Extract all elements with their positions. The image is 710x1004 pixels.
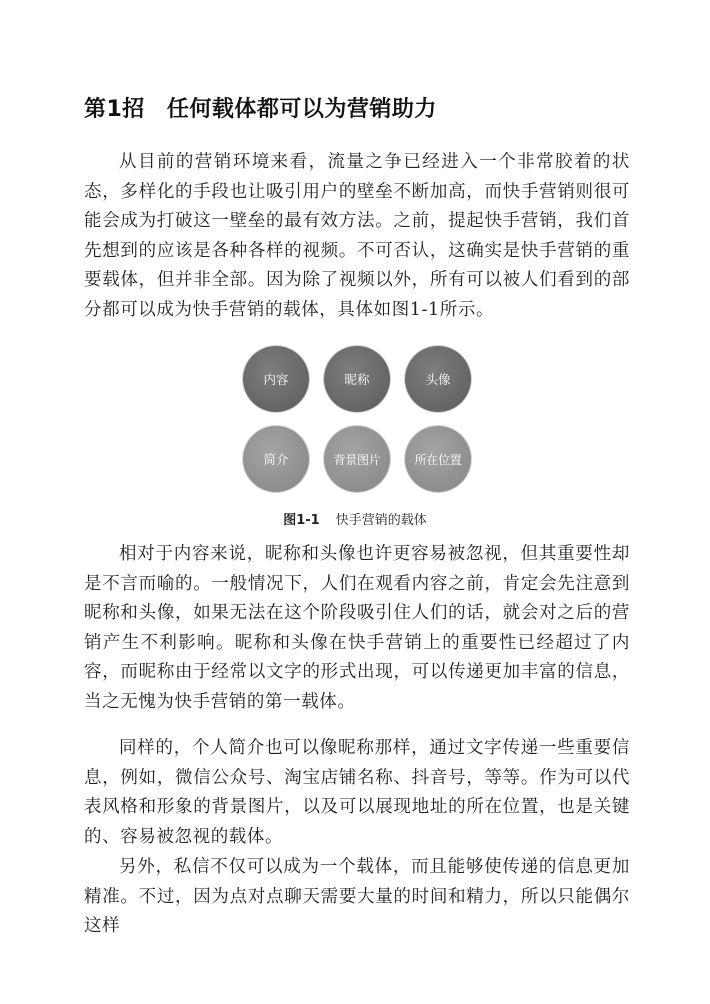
circle-nickname: 昵称 [324, 346, 390, 412]
circle-background-image: 背景图片 [324, 426, 390, 492]
body-paragraph: 同样的，个人简介也可以像昵称那样，通过文字传递一些重要信息，例如，微信公众号、淘宝店铺名称、抖音号，等等。作为可以代表风格和形象的背景图片，以及可以展现地址的所在位置，也是关键的、容易被忽视的载体。 [84, 738, 630, 847]
circle-location: 所在位置 [405, 426, 471, 492]
circle-content: 内容 [243, 346, 309, 412]
circle-avatar: 头像 [405, 346, 471, 412]
caption-number: 图1-1 [283, 513, 320, 528]
figure-caption [0, 509, 710, 528]
carriers-figure [243, 346, 471, 498]
section-heading [84, 92, 437, 123]
heading-number: 第1招 [84, 97, 145, 122]
caption-text: 快手营销的载体 [335, 513, 427, 528]
body-paragraph: 另外，私信不仅可以成为一个载体，而且能够使传递的信息更加精准。不过，因为点对点聊天需要大量的时间和精力，所以只能偶尔这样 [84, 857, 630, 936]
body-paragraph: 从目前的营销环境来看，流量之争已经进入一个非常胶着的状态，多样化的手段也让吸引用户的壁垒不断加高，而快手营销则很可能会成为打破这一壁垒的最有效方法。之前，提起快手营销，我们首先想到的应该是各种各样的视频。不可否认，这确实是快手营销的重要载体，但并非全部。因为除了视频以外，所有可以被人们看到的部分都可以成为快手营销的载体，具体如图1-1所示。 [84, 152, 630, 320]
body-paragraph: 相对于内容来说，昵称和头像也许更容易被忽视，但其重要性却是不言而喻的。一般情况下，人们在观看内容之前，肯定会先注意到昵称和头像，如果无法在这个阶段吸引住人们的话，就会对之后的营销产生不利影响。昵称和头像在快手营销上的重要性已经超过了内容，而昵称由于经常以文字的形式出现，可以传递更加丰富的信息，当之无愧为快手营销的第一载体。 [84, 544, 630, 712]
circle-intro: 简介 [243, 426, 309, 492]
heading-title: 任何载体都可以为营销助力 [166, 97, 437, 122]
